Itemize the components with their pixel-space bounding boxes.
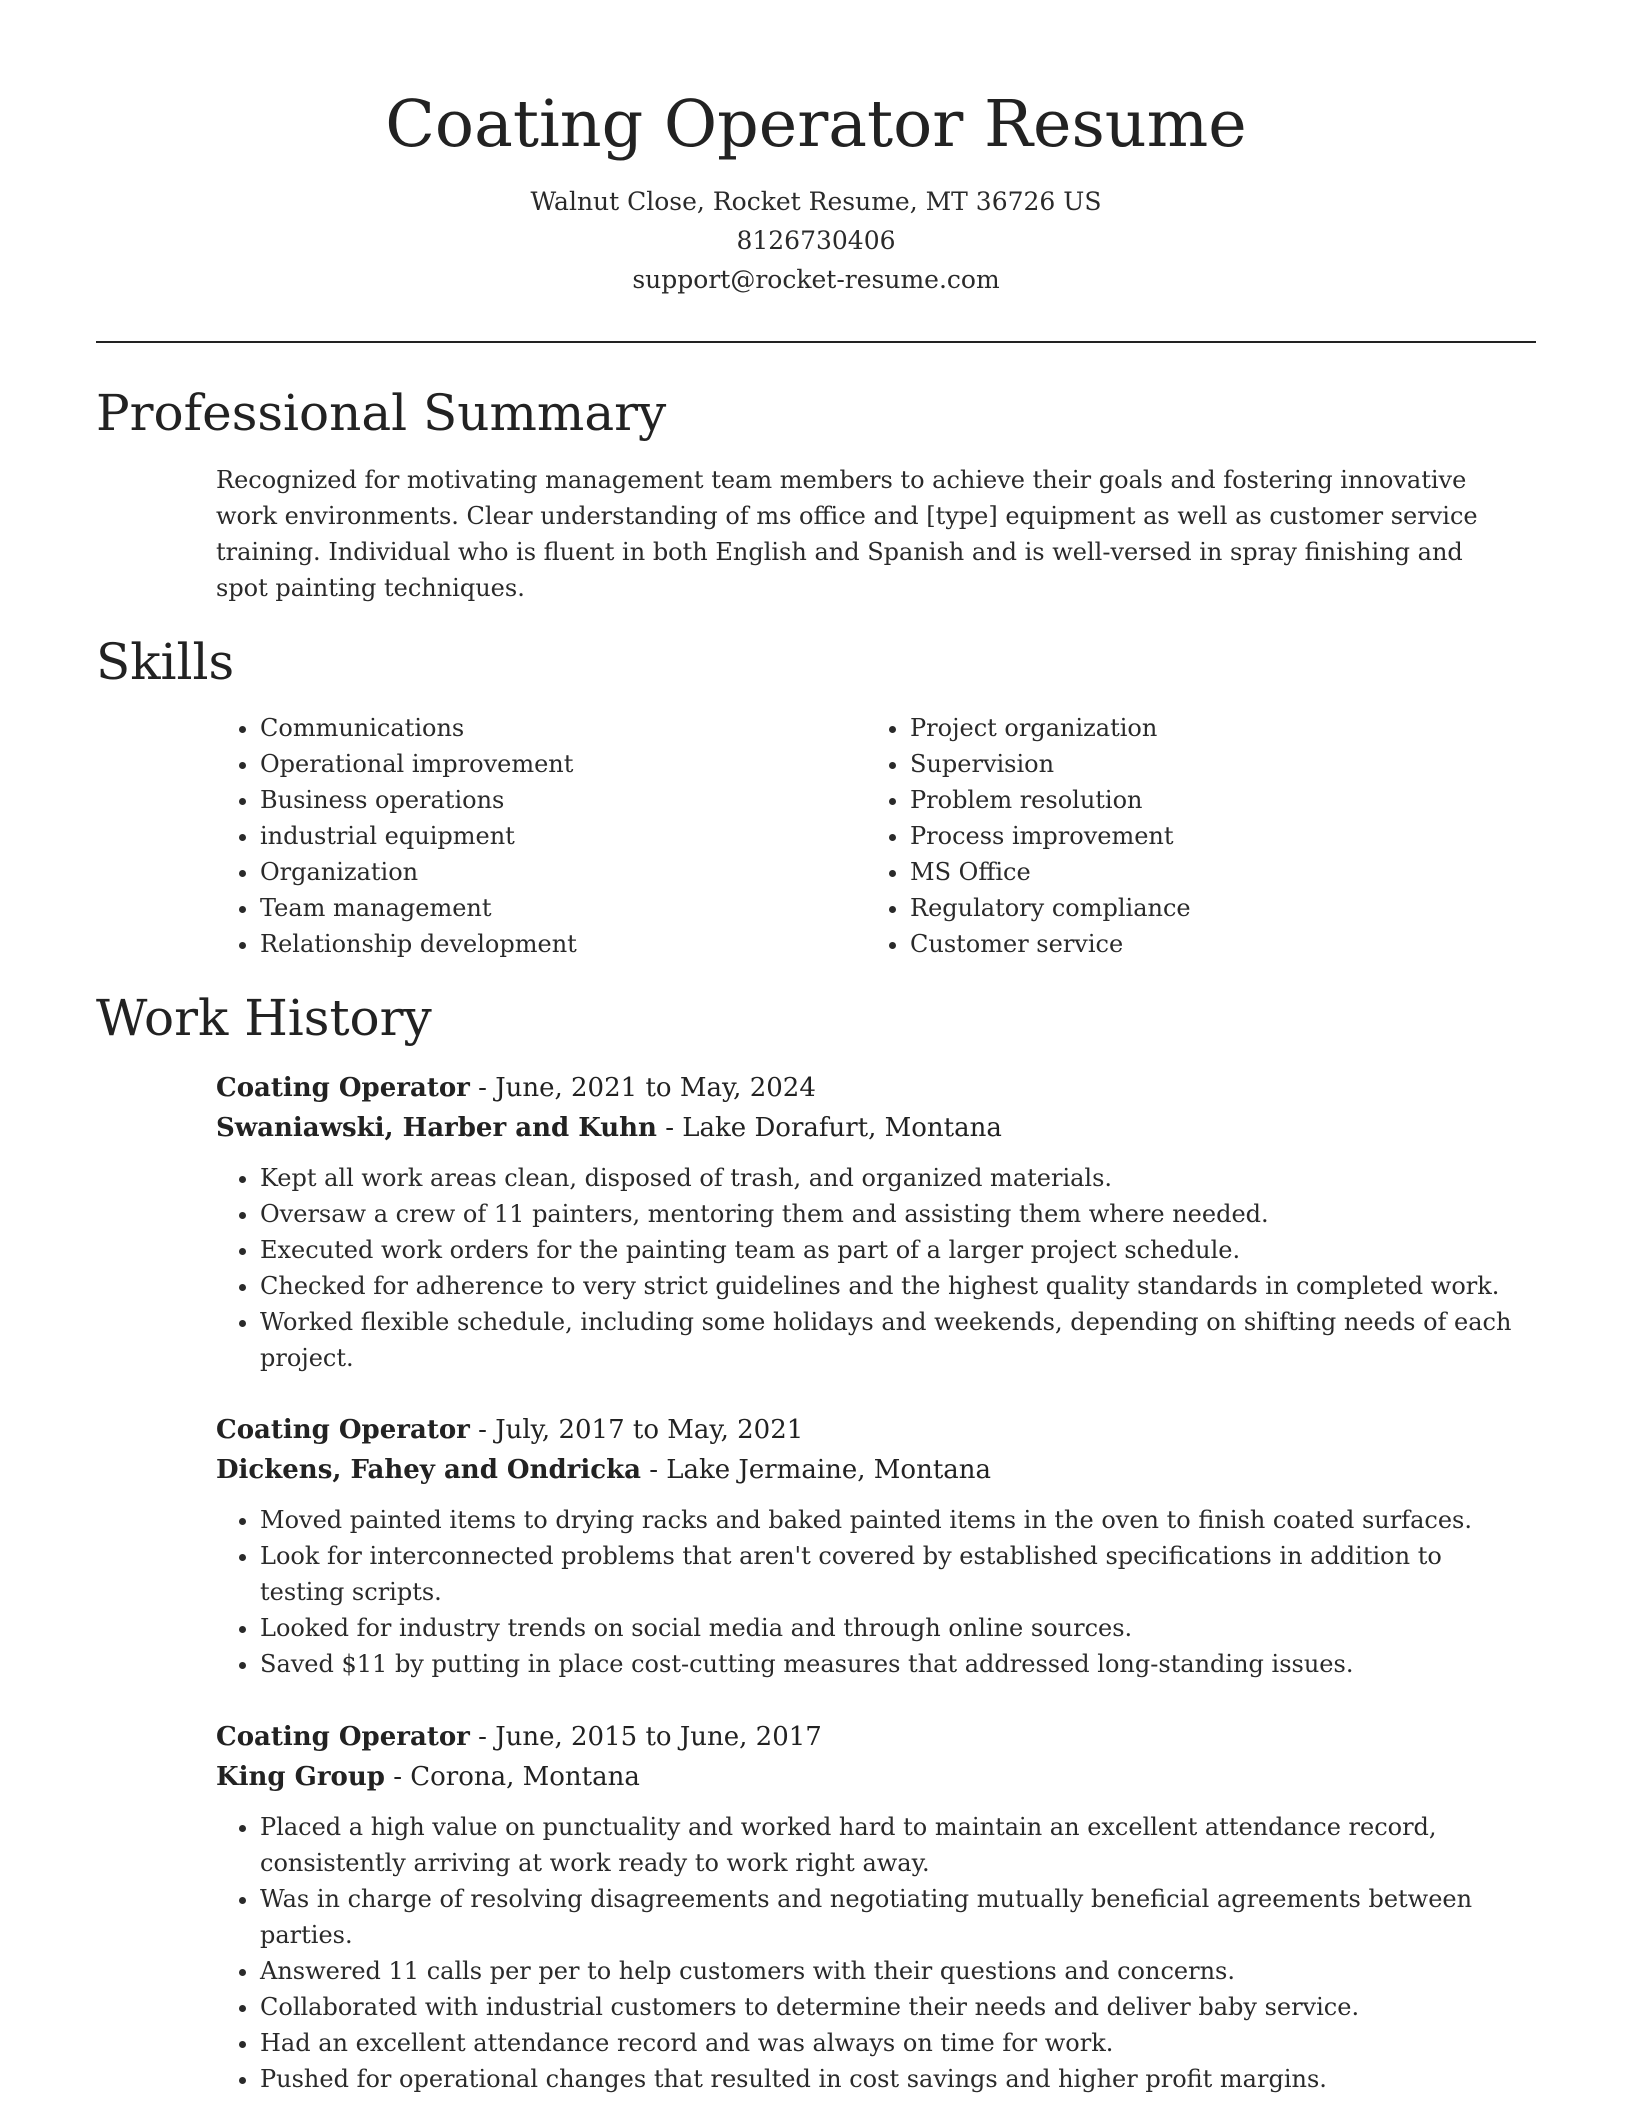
job-duty: • Collaborated with industrial customers to determine their needs and deliver baby service.: [260, 1989, 1516, 2025]
resume-title: Coating Operator Resume: [385, 87, 1247, 162]
job-company: Dickens, Fahey and Ondricka: [216, 1455, 641, 1485]
skill-item: • Customer service: [910, 926, 1466, 962]
job-duty: • Pushed for operational changes that resulted in cost savings and higher profit margins.: [260, 2061, 1516, 2097]
skill-item: • Business operations: [260, 782, 816, 818]
contact-address: Walnut Close, Rocket Resume, MT 36726 US: [530, 187, 1102, 216]
job-duty: • Executed work orders for the painting team as part of a larger project schedule.: [260, 1232, 1516, 1268]
job-location: - Corona, Montana: [384, 1762, 640, 1792]
job-duties: [216, 1160, 1516, 1376]
job-company-line: [216, 1108, 1516, 1148]
skill-item: • MS Office: [910, 854, 1466, 890]
skill-item: • Regulatory compliance: [910, 890, 1466, 926]
skill-item: • Project organization: [910, 710, 1466, 746]
job-title-line: [216, 1410, 1516, 1450]
job-duty: • Look for interconnected problems that aren't covered by established specifications in addition to testing scripts.: [260, 1538, 1516, 1610]
job-duty: • Worked flexible schedule, including some holidays and weekends, depending on shifting needs of each project.: [260, 1304, 1516, 1376]
job-dates: - July, 2017 to May, 2021: [469, 1415, 804, 1445]
job-duties: [216, 1502, 1516, 1682]
contact-phone: 8126730406: [736, 226, 896, 255]
skills-list-right: [866, 710, 1466, 962]
job-title: Coating Operator: [216, 1415, 470, 1445]
job-title: Coating Operator: [216, 1073, 470, 1103]
job-company-line: [216, 1757, 1516, 1797]
job-location: - Lake Dorafurt, Montana: [656, 1113, 1002, 1143]
job-company-line: [216, 1450, 1516, 1490]
job-entry: [216, 1717, 1516, 2097]
skill-item: • Process improvement: [910, 818, 1466, 854]
job-duty: • Looked for industry trends on social media and through online sources.: [260, 1610, 1516, 1646]
work-history-heading: Work History: [96, 989, 432, 1047]
job-duties: [216, 1809, 1516, 2097]
skill-item: • Problem resolution: [910, 782, 1466, 818]
job-company: King Group: [216, 1762, 385, 1792]
job-duty: • Answered 11 calls per per to help customers with their questions and concerns.: [260, 1953, 1516, 1989]
contact-email: support@rocket-resume.com: [632, 265, 1000, 294]
skill-item: • Operational improvement: [260, 746, 816, 782]
skill-item: • Relationship development: [260, 926, 816, 962]
skills-heading: Skills: [96, 633, 235, 691]
summary-text: Recognized for motivating management team members to achieve their goals and fostering innovative work environments. Clear understanding of ms office and [type] equipment as well as customer service training. Individual who is fluent in both English and Spanish and is well-versed in spray finishing and spot painting techniques.: [216, 466, 1478, 602]
resume-header: [96, 82, 1536, 299]
summary-heading: Professional Summary: [96, 384, 667, 442]
job-title-line: [216, 1068, 1516, 1108]
job-entry: [216, 1410, 1516, 1682]
job-dates: - June, 2021 to May, 2024: [469, 1073, 816, 1103]
job-duty: • Was in charge of resolving disagreements and negotiating mutually beneficial agreements between parties.: [260, 1881, 1516, 1953]
job-duty: • Checked for adherence to very strict guidelines and the highest quality standards in completed work.: [260, 1268, 1516, 1304]
skill-item: • Organization: [260, 854, 816, 890]
job-location: - Lake Jermaine, Montana: [640, 1455, 992, 1485]
job-title: Coating Operator: [216, 1722, 470, 1752]
skill-item: • industrial equipment: [260, 818, 816, 854]
contact-block: [96, 182, 1536, 299]
job-dates: - June, 2015 to June, 2017: [469, 1722, 822, 1752]
job-duty: • Oversaw a crew of 11 painters, mentoring them and assisting them where needed.: [260, 1196, 1516, 1232]
job-duty: • Placed a high value on punctuality and worked hard to maintain an excellent attendance record, consistently arriving at work ready to work right away.: [260, 1809, 1516, 1881]
job-duty: • Saved $11 by putting in place cost-cutting measures that addressed long-standing issues.: [260, 1646, 1516, 1682]
header-divider: [96, 341, 1536, 343]
job-duty: • Moved painted items to drying racks and baked painted items in the oven to finish coated surfaces.: [260, 1502, 1516, 1538]
job-title-line: [216, 1717, 1516, 1757]
job-duty: • Had an excellent attendance record and was always on time for work.: [260, 2025, 1516, 2061]
skills-list-left: [216, 710, 816, 962]
skill-item: • Team management: [260, 890, 816, 926]
job-entry: [216, 1068, 1516, 1376]
skill-item: • Communications: [260, 710, 816, 746]
skill-item: • Supervision: [910, 746, 1466, 782]
job-duty: • Kept all work areas clean, disposed of trash, and organized materials.: [260, 1160, 1516, 1196]
job-company: Swaniawski, Harber and Kuhn: [216, 1113, 657, 1143]
